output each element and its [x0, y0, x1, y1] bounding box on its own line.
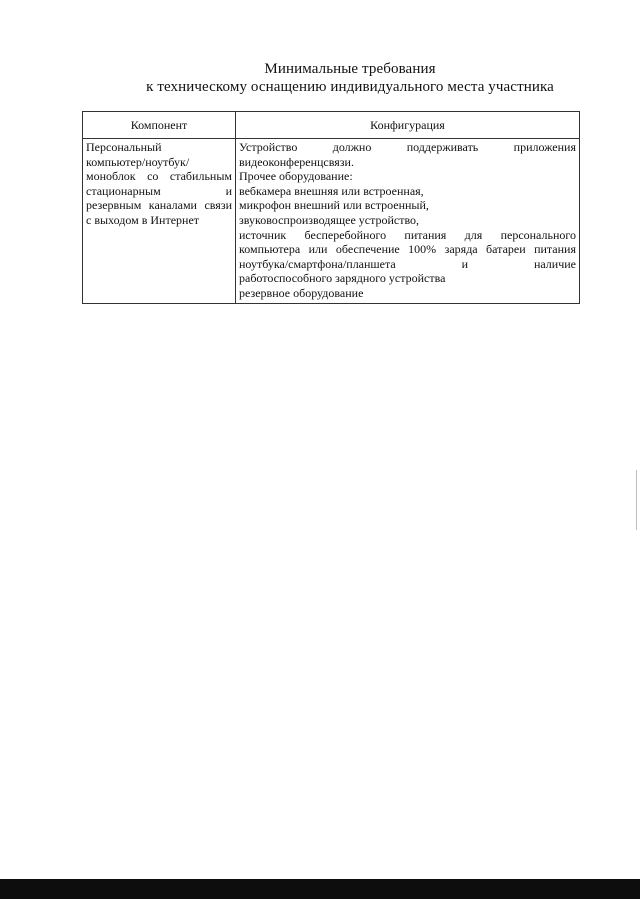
configuration-line: работоспособного зарядного устройства — [239, 271, 446, 286]
configuration-line: ноутбука/смартфона/планшета и наличие — [239, 256, 576, 271]
configuration-line: компьютера или обеспечение 100% заряда батареи питания — [239, 242, 576, 257]
document-title-line-1: Минимальные требования — [264, 61, 436, 77]
configuration-line: Устройство должно поддерживать приложения — [239, 140, 576, 154]
component-line: моноблок со стабильным — [86, 169, 232, 184]
component-line: Персональный — [86, 140, 162, 154]
document-title-line-2: к техническому оснащению индивидуального места участника — [146, 79, 554, 95]
header-configuration: Конфигурация — [236, 112, 580, 139]
component-cell — [83, 139, 236, 304]
component-line: с выходом в Интернет — [86, 212, 200, 227]
scan-bottom-bar — [0, 879, 640, 899]
configuration-line: резервное оборудование — [239, 285, 364, 300]
table-row — [83, 139, 580, 304]
configuration-cell — [236, 139, 580, 304]
requirements-table — [82, 111, 580, 304]
configuration-line: источник бесперебойного питания для персонального — [239, 227, 576, 242]
configuration-line: Прочее оборудование: — [239, 169, 353, 184]
component-line: стационарным и — [86, 183, 232, 198]
scan-edge-mark — [636, 470, 637, 530]
configuration-line: вебкамера внешняя или встроенная, — [239, 183, 424, 198]
header-component: Компонент — [83, 112, 236, 139]
configuration-line: микрофон внешний или встроенный, — [239, 198, 429, 213]
component-line: резервным каналами связи — [86, 198, 232, 213]
table-header-row — [83, 112, 580, 139]
component-line: компьютер/ноутбук/ — [86, 154, 190, 169]
configuration-line: видеоконференцсвязи. — [239, 154, 354, 169]
configuration-line: звуковоспроизводящее устройство, — [239, 212, 420, 227]
